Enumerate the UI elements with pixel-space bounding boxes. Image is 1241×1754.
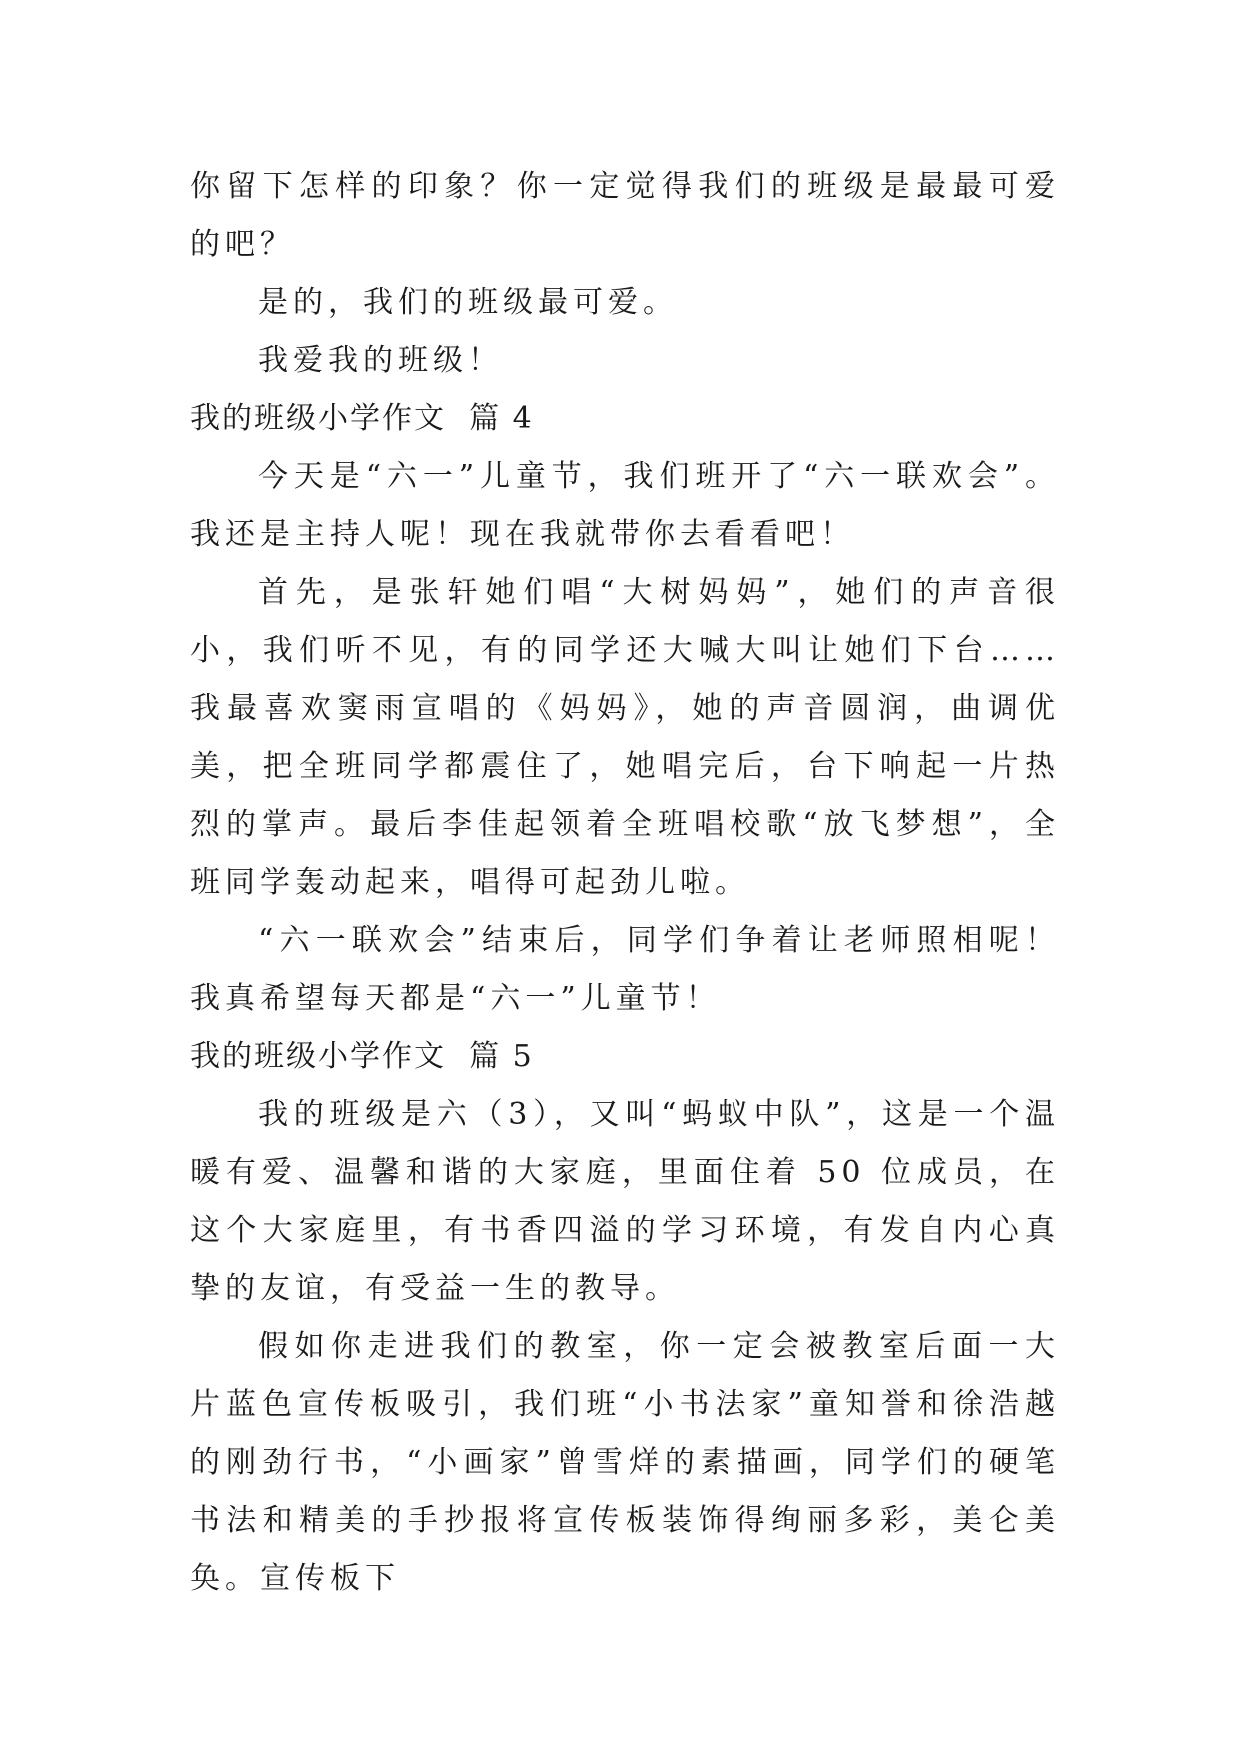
- paragraph: 我的班级是六（3），又叫“蚂蚁中队”，这是一个温暖有爱、温馨和谐的大家庭，里面住着 50 位成员，在这个大家庭里，有书香四溢的学习环境，有发自内心真挚的友谊，有受益一生的教导。: [190, 1097, 1060, 1306]
- paragraph: “六一联欢会”结束后，同学们争着让老师照相呢！我真希望每天都是“六一”儿童节！: [190, 923, 1060, 1016]
- section-heading-5: 我的班级小学作文 篇 5: [190, 1039, 534, 1074]
- paragraph-continuation: 你留下怎样的印象？你一定觉得我们的班级是最最可爱的吧？: [190, 169, 1060, 262]
- section-heading-4: 我的班级小学作文 篇 4: [190, 401, 534, 436]
- paragraph: 今天是“六一”儿童节，我们班开了“六一联欢会”。我还是主持人呢！现在我就带你去看看吧！: [190, 459, 1060, 552]
- paragraph: 首先，是张轩她们唱“大树妈妈”，她们的声音很小，我们听不见，有的同学还大喊大叫让她们下台……我最喜欢窦雨宣唱的《妈妈》，她的声音圆润，曲调优美，把全班同学都震住了，她唱完后，台下响起一片热烈的掌声。最后李佳起领着全班唱校歌“放飞梦想”，全班同学轰动起来，唱得可起劲儿啦。: [190, 575, 1060, 900]
- paragraph: 是的，我们的班级最可爱。: [258, 285, 678, 320]
- paragraph: 我爱我的班级！: [258, 343, 503, 378]
- paragraph: 假如你走进我们的教室，你一定会被教室后面一大片蓝色宣传板吸引，我们班“小书法家”童知誉和徐浩越的刚劲行书，“小画家”曾雪烊的素描画，同学们的硬笔书法和精美的手抄报将宣传板装饰得绚丽多彩，美仑美奂。宣传板下: [190, 1329, 1060, 1596]
- document-page: [190, 158, 1060, 1608]
